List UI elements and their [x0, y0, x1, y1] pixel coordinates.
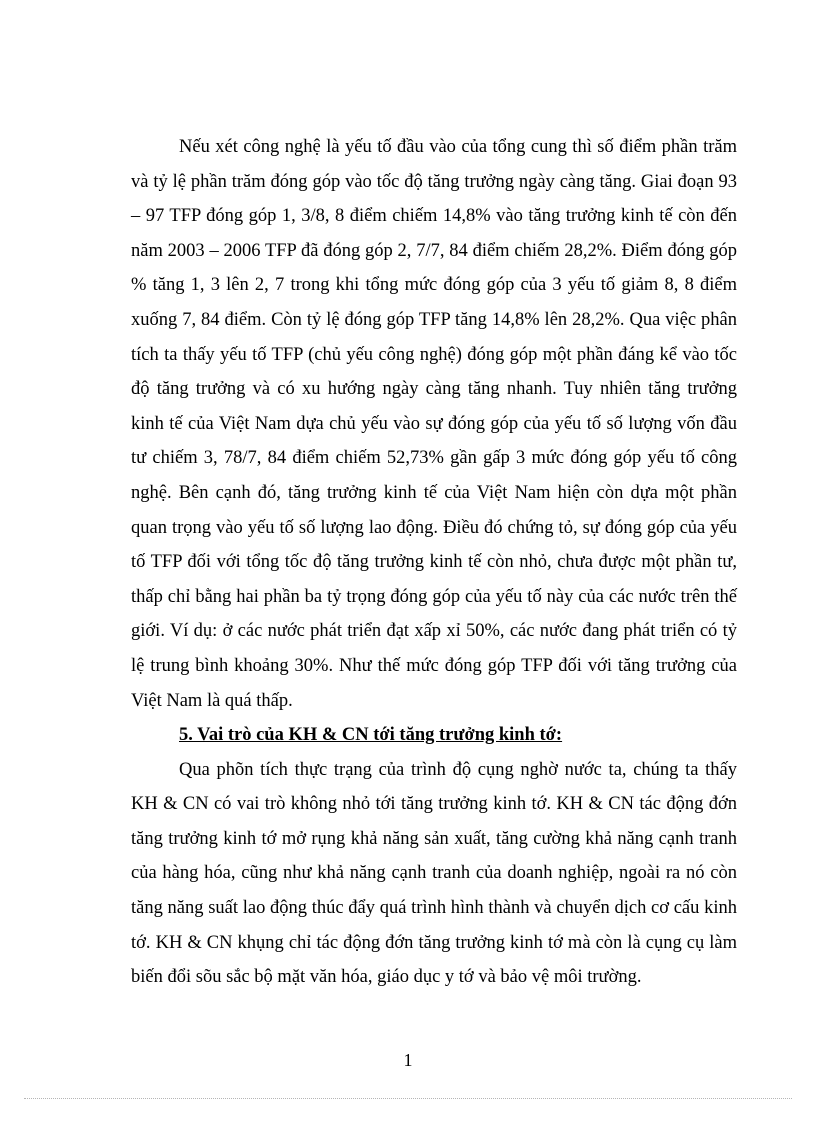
- page-bottom-divider: [24, 1098, 792, 1099]
- body-paragraph-tfp-contribution: Nếu xét công nghệ là yếu tố đầu vào của tổng cung thì số điểm phần trăm và tỷ lệ phần trăm đóng góp vào tốc độ tăng trưởng ngày càng tăng. Giai đoạn 93 – 97 TFP đóng góp 1, 3/8, 8 điểm chiếm 14,8% vào tăng trưởng kinh tế còn đến năm 2003 – 2006 TFP đã đóng góp 2, 7/7, 84 điểm chiếm 28,2%. Điểm đóng góp % tăng 1, 3 lên 2, 7 trong khi tổng mức đóng góp của 3 yếu tố giảm 8, 8 điểm xuống 7, 84 điểm. Còn tỷ lệ đóng góp TFP tăng 14,8% lên 28,2%. Qua việc phân tích ta thấy yếu tố TFP (chủ yếu công nghệ) đóng góp một phần đáng kể vào tốc độ tăng trưởng và có xu hướng ngày càng tăng nhanh. Tuy nhiên tăng trưởng kinh tế của Việt Nam dựa chủ yếu vào sự đóng góp của yếu tố số lượng vốn đầu tư chiếm 3, 78/7, 84 điểm chiếm 52,73% gần gấp 3 mức đóng góp yếu tố công nghệ. Bên cạnh đó, tăng trưởng kinh tế của Việt Nam hiện còn dựa một phần quan trọng vào yếu tố số lượng lao động. Điều đó chứng tỏ, sự đóng góp của yếu tố TFP đối với tổng tốc độ tăng trưởng kinh tế còn nhỏ, chưa được một phần tư, thấp chỉ bằng hai phần ba tỷ trọng đóng góp của yếu tố này của các nước trên thế giới. Ví dụ: ở các nước phát triển đạt xấp xỉ 50%, các nước đang phát triển có tỷ lệ trung bình khoảng 30%. Như thế mức đóng góp TFP đối với tăng trưởng của Việt Nam là quá thấp.: [131, 137, 737, 711]
- section-heading-5: 5. Vai trò của KH & CN tới tăng trưởng kinh tớ:: [179, 725, 563, 746]
- page-number: 1: [403, 1050, 413, 1070]
- document-body: [131, 130, 737, 995]
- body-paragraph-role-of-science: Qua phõn tích thực trạng của trình độ cụng nghờ nước ta, chúng ta thấy KH & CN có vai trò không nhỏ tới tăng trưởng kinh tớ. KH & CN tác động đớn tăng trưởng kinh tớ mở rụng khả năng sản xuất, tăng cường khả năng cạnh tranh của hàng hóa, cũng như khả năng cạnh tranh của doanh nghiệp, ngoài ra nó còn tăng năng suất lao động thúc đẩy quá trình hình thành và chuyển dịch cơ cấu kinh tớ. KH & CN khụng chỉ tác động đớn tăng trưởng kinh tớ mà còn là cụng cụ làm biến đổi sõu sắc bộ mặt văn hóa, giáo dục y tớ và bảo vệ môi trường.: [131, 759, 737, 988]
